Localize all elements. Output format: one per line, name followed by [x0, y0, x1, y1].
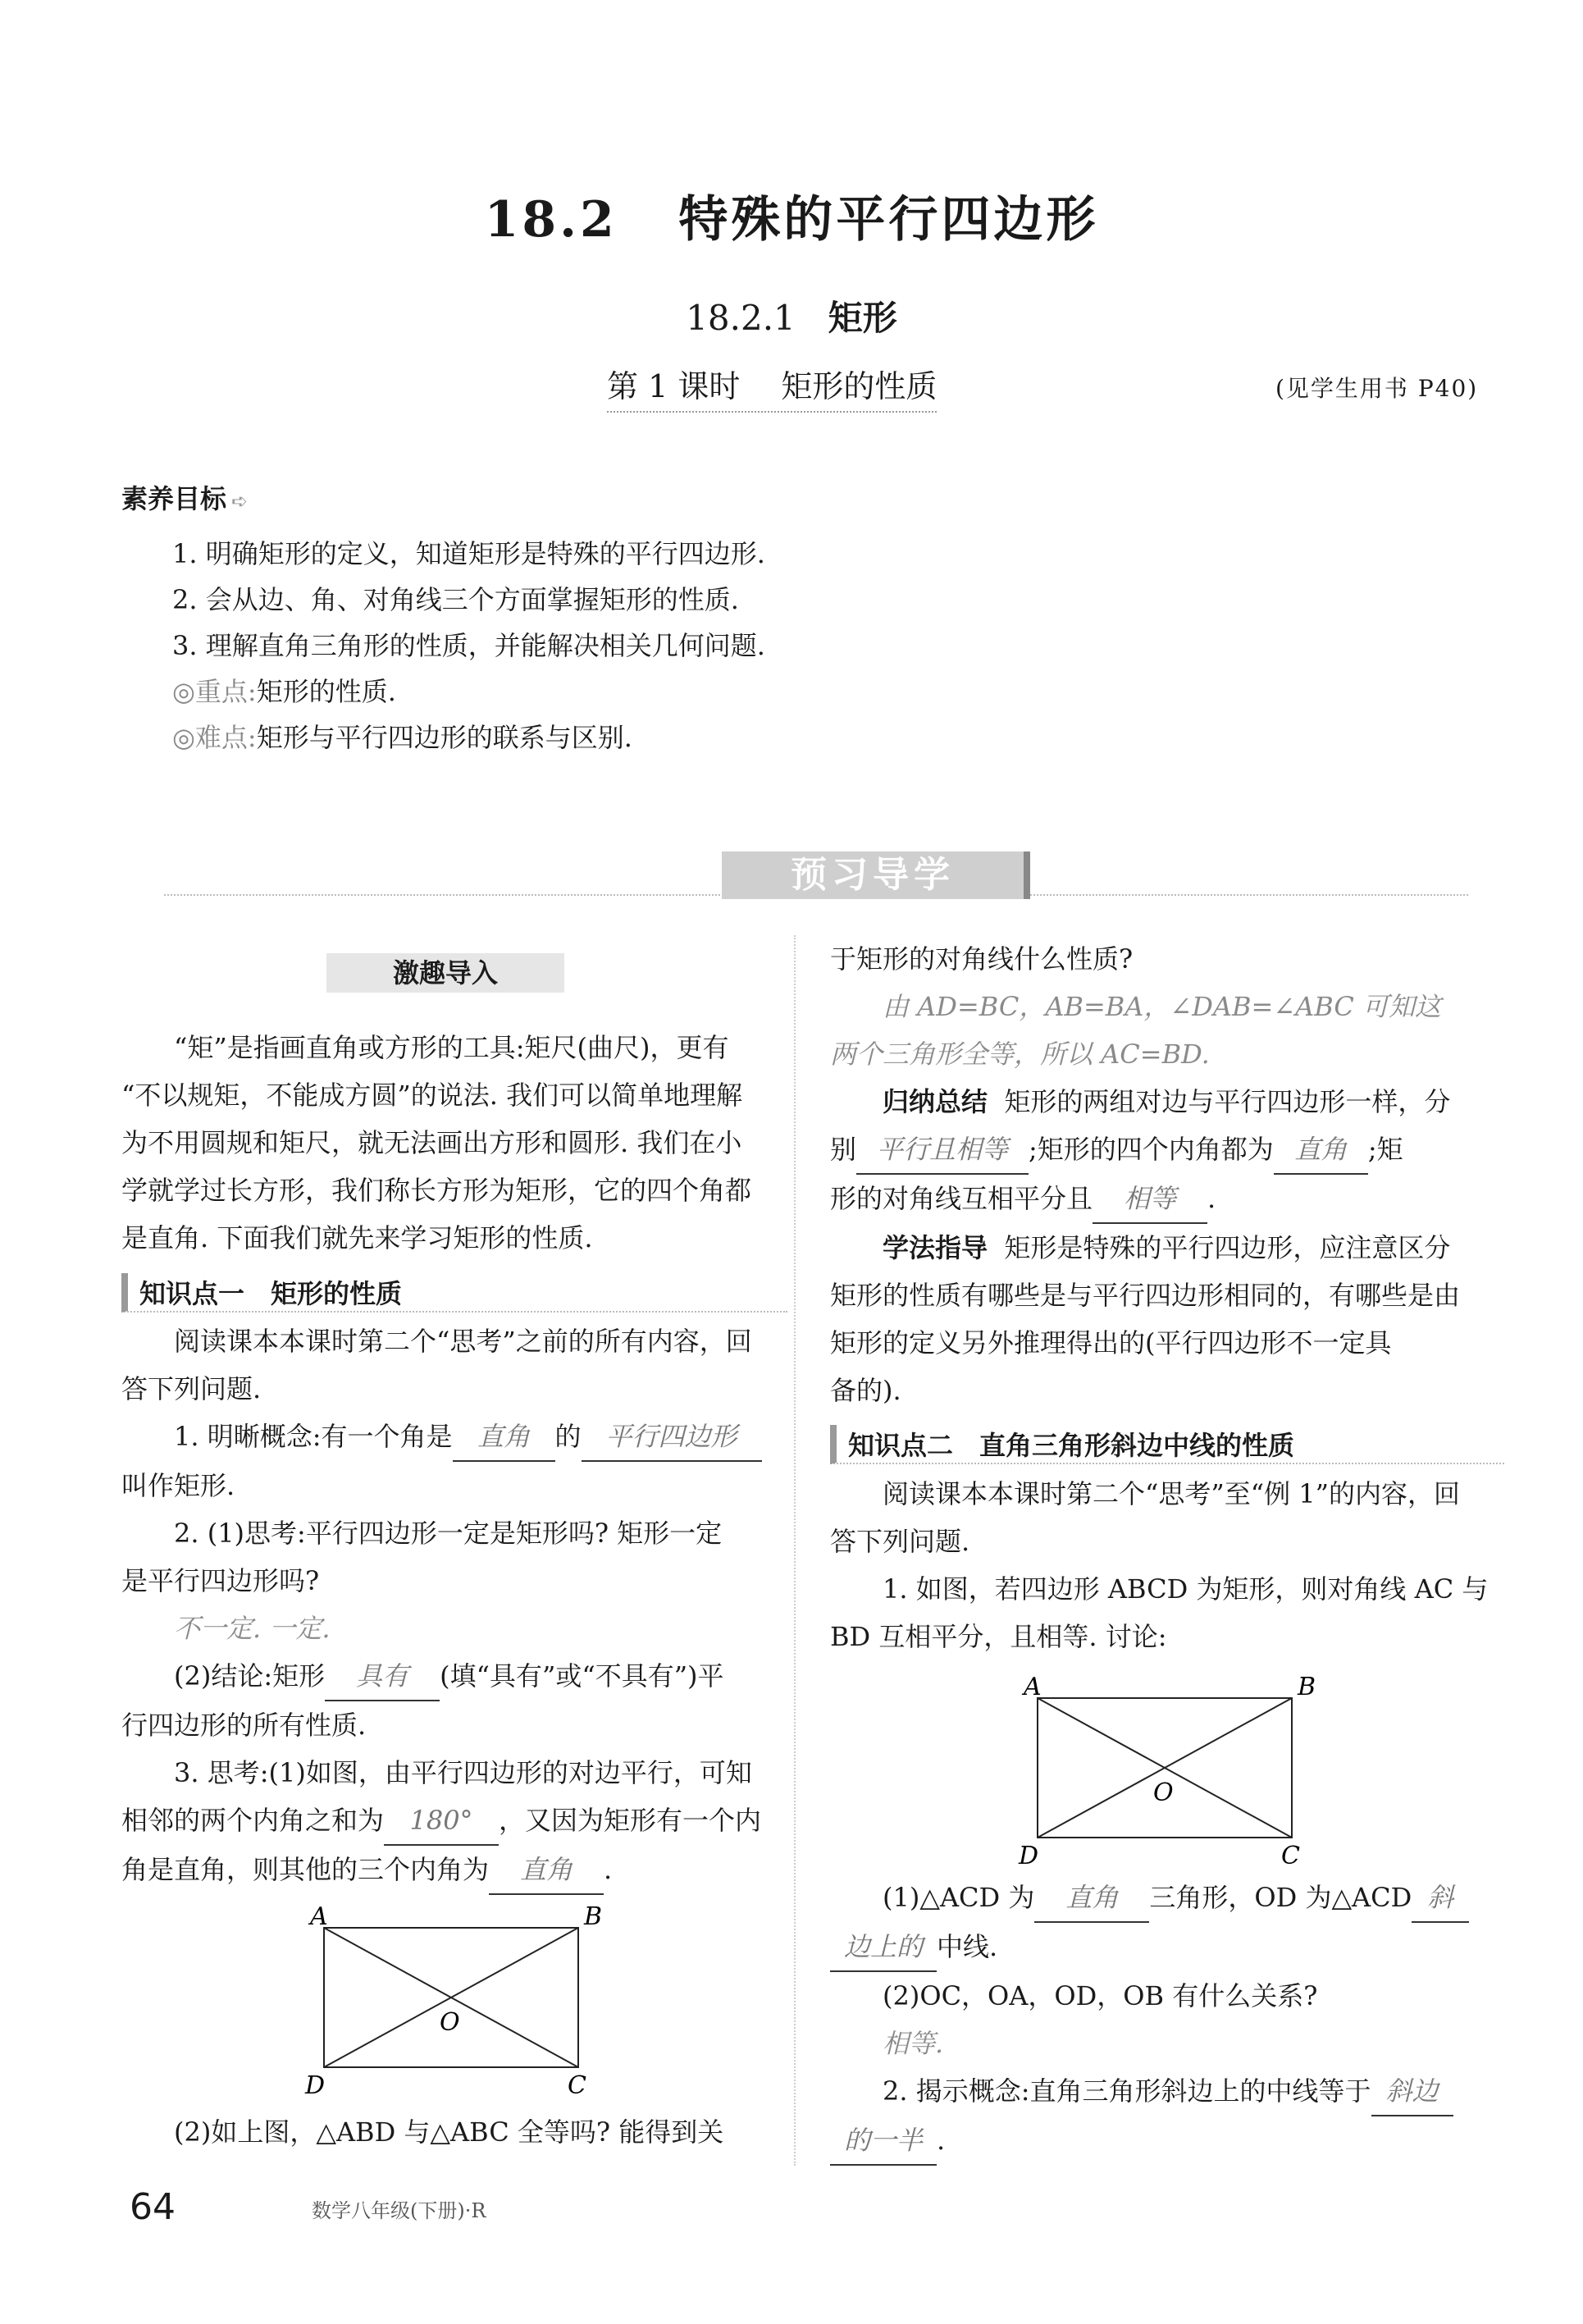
book-reference: (见学生用书 P40) — [1275, 375, 1479, 402]
rectangle-figure-left — [295, 1903, 607, 2100]
goals-arrow-icon: ➪ — [231, 490, 249, 513]
book-footer: 数学八年级(下册)·R — [312, 2199, 486, 2222]
goals-heading: 素养目标 ➪ — [121, 483, 249, 514]
column-divider — [794, 935, 796, 2166]
right-questions-2: (1)△ACD 为 直角 三角形，OD 为△ACD 斜 边上的 中线. (2)OC，OA，OD，OB 有什么关系? 相等. 2. 揭示概念:直角三角形斜边上的中线等于 斜边 的一半 . — [830, 1874, 1499, 2166]
vertex-label: C — [1281, 1842, 1300, 1870]
intro-heading: 激趣导入 — [326, 953, 564, 993]
rectangle-figure-right — [1009, 1673, 1321, 1870]
center-label: O — [440, 2008, 460, 2037]
knowledge-point-2: 知识点二 直角三角形斜边中线的性质 — [830, 1425, 1504, 1464]
difficult-point: ◎难点:矩形与平行四边形的联系与区别. — [172, 722, 632, 753]
vertex-label: A — [310, 1903, 328, 1931]
page-number: 64 — [130, 2186, 176, 2228]
section-banner: 预习导学 — [722, 852, 1030, 899]
section-title: 18.2 特殊的平行四边形 — [484, 191, 1099, 249]
intro-paragraph: “矩”是指画直角或方形的工具:矩尺(曲尺)，更有 “不以规矩，不能成方圆”的说法. 我们可以简单地理解 为不用圆规和矩尺，就无法画出方形和圆形. 我们在小 学就学过长方形，我们称长方形为矩形，它的四个角都 是直角. 下面我们就先来学习矩形的性质. — [121, 1032, 752, 1253]
goal-item: 2. 会从边、角、对角线三个方面掌握矩形的性质. — [172, 584, 739, 615]
lesson-title: 第 1 课时 矩形的性质 — [607, 361, 937, 413]
center-label: O — [1153, 1778, 1174, 1807]
left-question-3b: (2)如上图，△ABD 与△ABC 全等吗? 能得到关 — [174, 2116, 724, 2148]
vertex-label: D — [1019, 1842, 1039, 1870]
vertex-label: B — [1298, 1673, 1316, 1701]
vertex-label: D — [305, 2071, 326, 2100]
vertex-label: A — [1024, 1673, 1042, 1701]
right-questions: 阅读课本本课时第二个“思考”至“例 1”的内容，回 答下列问题. 1. 如图，若四边形 ABCD 为矩形，则对角线 AC 与 BD 互相平分，且相等. 讨论: — [830, 1478, 1489, 1652]
vertex-label: C — [568, 2071, 586, 2100]
knowledge-point-1: 知识点一 矩形的性质 — [121, 1273, 787, 1313]
key-point: ◎重点:矩形的性质. — [172, 676, 396, 707]
right-top: 于矩形的对角线什么性质? 由 AD=BC，AB=BA，∠DAB=∠ABC 可知这 两个三角形全等，所以 AC=BD. 归纳总结 矩形的两组对边与平行四边形一样，分 别 平行且相等 ;矩形的四个内角都为 直角 ;矩 形的对角线互相平分且 相等 . 学法指导 矩形是特殊的平行四边形，应注意区分 矩形的性质有哪些是与平行四边形相同的，有哪些是由 矩形的定义另外推理得出的(平行四边形不一定具 备的). — [830, 943, 1461, 1406]
goal-item: 3. 理解直角三角形的性质，并能解决相关几何问题. — [172, 630, 765, 661]
vertex-label: B — [584, 1903, 603, 1931]
subsection-title: 18.2.1 矩形 — [686, 298, 897, 338]
goal-item: 1. 明确矩形的定义，知道矩形是特殊的平行四边形. — [172, 538, 765, 569]
left-questions: 阅读课本本课时第二个“思考”之前的所有内容，回 答下列问题. 1. 明晰概念:有一个角是 直角 的 平行四边形 叫作矩形. 2. (1)思考:平行四边形一定是矩形吗? 矩形一定 是平行四边形吗? 不一定. 一定. (2)结论:矩形 具有 (填“具有”或“不具有”)平 行四边形的所有性质. 3. 思考:(1)如图，由平行四边形的对边平行，可知 相邻的两个内角之和为 180° ，又因为矩形有一个内 角是直角，则其他的三个内角为 直角 . — [121, 1317, 786, 1895]
